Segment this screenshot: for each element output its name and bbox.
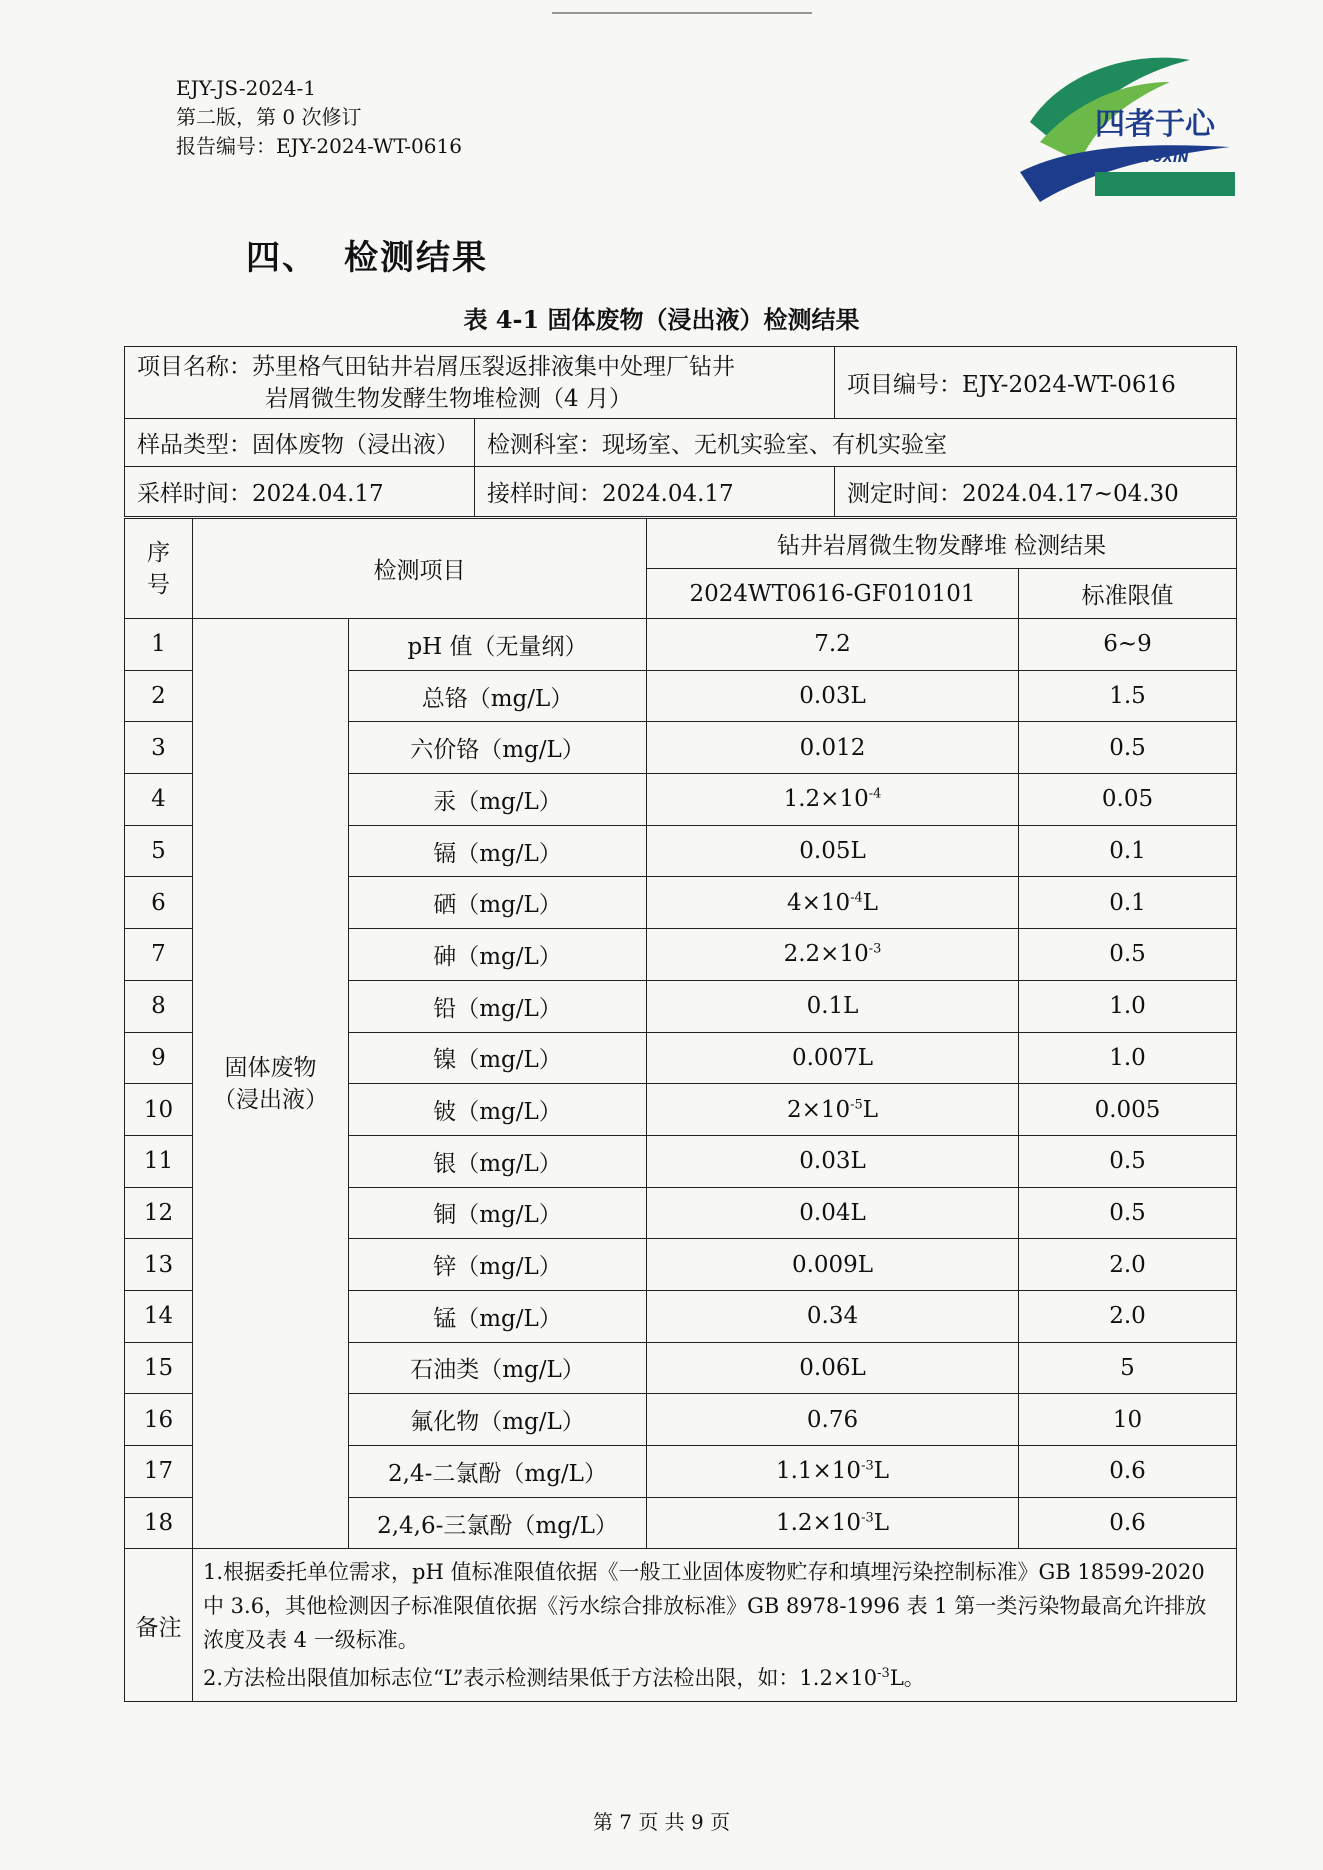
- result-value: $1.2\times 10^{-3}L$: [647, 1497, 1019, 1549]
- standard-limit: 0.5: [1019, 1187, 1237, 1239]
- standard-limit: 1.0: [1019, 980, 1237, 1032]
- test-item: 六价铬（mg/L）: [349, 722, 647, 774]
- col-item-header: 检测项目: [193, 519, 647, 619]
- standard-limit: 1.0: [1019, 1032, 1237, 1084]
- table-title: 表 4-1 固体废物（浸出液）检测结果: [463, 305, 860, 334]
- document-header: [176, 74, 462, 161]
- standard-limit: 10: [1019, 1394, 1237, 1446]
- result-value: $1.1\times 10^{-3}L$: [647, 1446, 1019, 1498]
- row-number: 11: [125, 1135, 193, 1187]
- test-item: 总铬（mg/L）: [349, 670, 647, 722]
- standard-limit: 0.6: [1019, 1446, 1237, 1498]
- section-heading: 检测结果: [344, 238, 488, 278]
- result-value: 0.05L: [647, 825, 1019, 877]
- test-item: 铜（mg/L）: [349, 1187, 647, 1239]
- result-value: 0.007L: [647, 1032, 1019, 1084]
- standard-limit: 0.005: [1019, 1084, 1237, 1136]
- test-item: 镍（mg/L）: [349, 1032, 647, 1084]
- section-number: 四、: [246, 238, 318, 278]
- row-number: 4: [125, 774, 193, 826]
- test-item: 氟化物（mg/L）: [349, 1394, 647, 1446]
- col-sample-id-header: 2024WT0616-GF010101: [647, 569, 1019, 619]
- test-item: 汞（mg/L）: [349, 774, 647, 826]
- edition: 第二版，第 0 次修订: [176, 105, 362, 129]
- project-name-cell: [125, 347, 835, 419]
- standard-limit: 0.5: [1019, 929, 1237, 981]
- row-number: 12: [125, 1187, 193, 1239]
- results-table: [124, 518, 1237, 1702]
- result-value: 0.04L: [647, 1187, 1019, 1239]
- test-item: 镉（mg/L）: [349, 825, 647, 877]
- note-line-1: 1.根据委托单位需求，pH 值标准限值依据《一般工业固体废物贮存和填埋污染控制标准》GB 18599-2020 中 3.6，其他检测因子标准限值依据《污水综合排放标准》GB 8978-1996 表 1 第一类污染物最高允许排放浓度及表 4 一级标准。: [203, 1560, 1207, 1653]
- note-text: [193, 1549, 1237, 1702]
- test-item: 2,4-二氯酚（mg/L）: [349, 1446, 647, 1498]
- result-value: $1.2\times 10^{-4}$: [647, 774, 1019, 826]
- result-value: 0.03L: [647, 1135, 1019, 1187]
- col-limit-header: 标准限值: [1019, 569, 1237, 619]
- test-item: 锰（mg/L）: [349, 1290, 647, 1342]
- sample-category-line1: 固体废物: [224, 1054, 317, 1081]
- sample-type: 样品类型：固体废物（浸出液）: [125, 419, 475, 467]
- project-name-line1: 项目名称：苏里格气田钻井岩屑压裂返排液集中处理厂钻井: [137, 353, 735, 380]
- doc-code: EJY-JS-2024-1: [176, 76, 316, 100]
- result-value: 0.009L: [647, 1239, 1019, 1291]
- brand-logo-icon: [1000, 52, 1250, 212]
- row-number: 2: [125, 670, 193, 722]
- col-seq-header: 序 号: [125, 519, 193, 619]
- measure-time: 测定时间：2024.04.17~04.30: [835, 467, 1237, 517]
- standard-limit: 0.05: [1019, 774, 1237, 826]
- svg-text:四者于心: 四者于心: [1095, 107, 1215, 142]
- row-number: 6: [125, 877, 193, 929]
- result-value: 0.012: [647, 722, 1019, 774]
- row-number: 15: [125, 1342, 193, 1394]
- note-row: [125, 1549, 1237, 1702]
- svg-text:SIZHE YUXIN: SIZHE YUXIN: [1095, 151, 1189, 166]
- standard-limit: 6~9: [1019, 619, 1237, 671]
- test-item: 铅（mg/L）: [349, 980, 647, 1032]
- row-number: 7: [125, 929, 193, 981]
- lab-departments: 检测科室：现场室、无机实验室、有机实验室: [475, 419, 1237, 467]
- standard-limit: 0.5: [1019, 1135, 1237, 1187]
- result-value: 0.03L: [647, 670, 1019, 722]
- test-item: 硒（mg/L）: [349, 877, 647, 929]
- test-item: 银（mg/L）: [349, 1135, 647, 1187]
- test-item: pH 值（无量纲）: [349, 619, 647, 671]
- row-number: 17: [125, 1446, 193, 1498]
- note-line-2: 2.方法检出限值加标志位“L”表示检测结果低于方法检出限，如：$1.2\times 10^{-3}L$。: [203, 1666, 925, 1691]
- table-row: [125, 619, 1237, 671]
- sampling-time: 采样时间：2024.04.17: [125, 467, 475, 517]
- test-item: 石油类（mg/L）: [349, 1342, 647, 1394]
- row-number: 10: [125, 1084, 193, 1136]
- result-value: $4\times 10^{-4}L$: [647, 877, 1019, 929]
- row-number: 3: [125, 722, 193, 774]
- test-item: 砷（mg/L）: [349, 929, 647, 981]
- project-number: 项目编号：EJY-2024-WT-0616: [835, 347, 1237, 419]
- result-value: $2\times 10^{-5}L$: [647, 1084, 1019, 1136]
- sample-category-line2: （浸出液）: [213, 1086, 328, 1113]
- row-number: 8: [125, 980, 193, 1032]
- top-divider: [552, 12, 812, 14]
- col-group-header: 钻井岩屑微生物发酵堆 检测结果: [647, 519, 1237, 569]
- page-footer: 第 7 页 共 9 页: [592, 1810, 731, 1834]
- test-item: 2,4,6-三氯酚（mg/L）: [349, 1497, 647, 1549]
- standard-limit: 2.0: [1019, 1239, 1237, 1291]
- test-item: 铍（mg/L）: [349, 1084, 647, 1136]
- standard-limit: 0.1: [1019, 825, 1237, 877]
- row-number: 1: [125, 619, 193, 671]
- result-value: 0.06L: [647, 1342, 1019, 1394]
- standard-limit: 1.5: [1019, 670, 1237, 722]
- result-value: 7.2: [647, 619, 1019, 671]
- sample-category: [193, 619, 349, 1549]
- result-value: $2.2\times 10^{-3}$: [647, 929, 1019, 981]
- standard-limit: 0.6: [1019, 1497, 1237, 1549]
- row-number: 18: [125, 1497, 193, 1549]
- row-number: 16: [125, 1394, 193, 1446]
- receiving-time: 接样时间：2024.04.17: [475, 467, 835, 517]
- note-label: 备注: [125, 1549, 193, 1702]
- standard-limit: 5: [1019, 1342, 1237, 1394]
- standard-limit: 2.0: [1019, 1290, 1237, 1342]
- result-value: 0.34: [647, 1290, 1019, 1342]
- report-number: 报告编号：EJY-2024-WT-0616: [176, 134, 462, 158]
- section-title: [246, 230, 488, 279]
- result-value: 0.1L: [647, 980, 1019, 1032]
- row-number: 5: [125, 825, 193, 877]
- result-value: 0.76: [647, 1394, 1019, 1446]
- project-name-line2: 岩屑微生物发酵生物堆检测（4 月）: [265, 385, 632, 412]
- row-number: 14: [125, 1290, 193, 1342]
- standard-limit: 0.5: [1019, 722, 1237, 774]
- row-number: 13: [125, 1239, 193, 1291]
- project-info-table: [124, 346, 1237, 517]
- standard-limit: 0.1: [1019, 877, 1237, 929]
- row-number: 9: [125, 1032, 193, 1084]
- test-item: 锌（mg/L）: [349, 1239, 647, 1291]
